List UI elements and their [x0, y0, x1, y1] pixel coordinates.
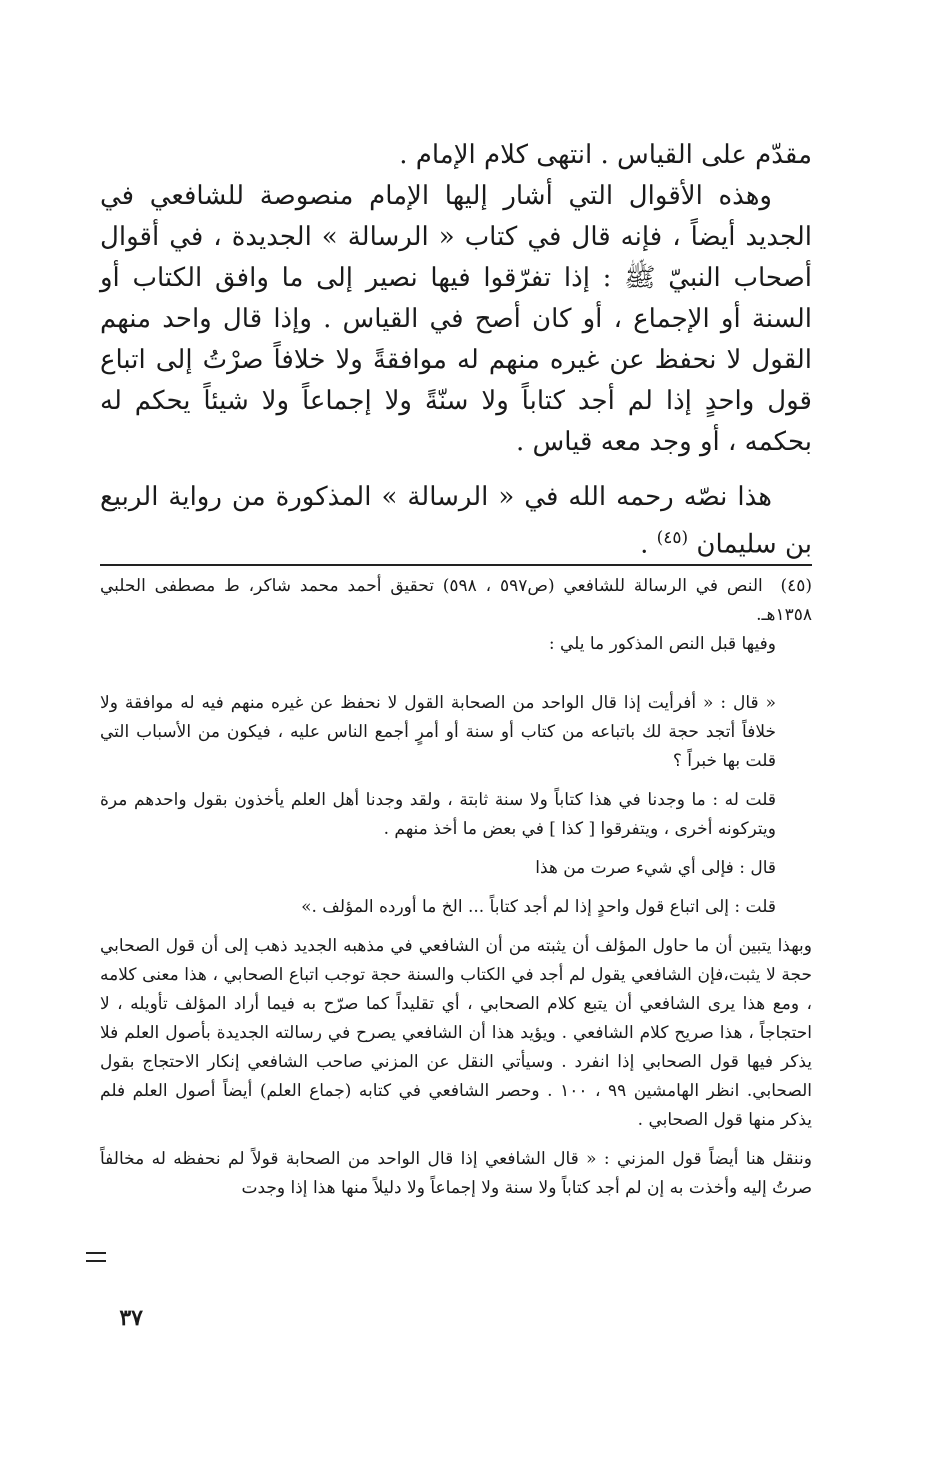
footnote-divider	[100, 564, 812, 566]
main-paragraph-1: مقدّم على القياس . انتهى كلام الإمام .	[399, 140, 812, 170]
page-number: ٣٧	[119, 1305, 143, 1331]
footnote-commentary-1: وبهذا يتبين أن ما حاول المؤلف أن يثبته من أن الشافعي في مذهبه الجديد ذهب إلى أن قول الصحابي حجة لا يثبت،فإن الشافعي يقول لم أجد في الكتاب والسنة حجة توجب اتباع الصحابي ، هذا معنى كلامه ، ومع هذا يرى الشافعي أن يتبع كلام الصحابي ، أي تقليداً كما صرّح به فيما أراد المؤلف تأويله ، لا احتجاجاً ، هذا صريح كلام الشافعي . ويؤيد هذا أن الشافعي يصرح في رسالته الجديدة بأصول العلم فلا يذكر فيها قول الصحابي إذا انفرد . وسيأتي النقل عن المزني صاحب الشافعي إنكار الاحتجاج بقول الصحابي. انظر الهامشين ٩٩ ، ١٠٠ . وحصر الشافعي في كتابه (جماع العلم) أيضاً أصول العلم فلم يذكر منها قول الصحابي .	[100, 936, 812, 1130]
main-text-block	[100, 135, 812, 566]
footnotes-block	[100, 572, 812, 1203]
main-paragraph-3	[100, 477, 812, 566]
footnote-quote-1: « قال : « أفرأيت إذا قال الواحد من الصحابة القول لا نحفظ عن غيره منهم فيه له موافقة ولا خلافاً أتجد حجة لك باتباعه من كتاب أو سنة أو أمرٍ أجمع الناس عليه ، فيكون من الأسباب التي قلت بها خبراً ؟	[100, 693, 776, 771]
footnote-45-line-2: وفيها قبل النص المذكور ما يلي :	[548, 634, 776, 654]
main-paragraph-3-end: .	[640, 529, 657, 560]
footnote-reference-45: (٤٥)	[656, 528, 689, 548]
footnote-quote-4: قلت : إلى اتباع قول واحدٍ إذا لم أجد كتاباً ... الخ ما أورده المؤلف .»	[301, 897, 776, 917]
footnote-45-source: النص في الرسالة للشافعي (ص٥٩٧ ، ٥٩٨) تحقيق أحمد محمد شاكر، ط مصطفى الحلبي ١٣٥٨هـ.	[100, 576, 812, 625]
footnote-quote-3: قال : فإلى أي شيء صرت من هذا	[535, 858, 776, 878]
footnote-45-line-1	[100, 572, 812, 630]
footnote-quote-2: قلت له : ما وجدنا في هذا كتاباً ولا سنة ثابتة ، ولقد وجدنا أهل العلم يأخذون بقول واحدهم مرة ويتركونه أخرى ، ويتفرقوا [ كذا ] في بعض ما أخذ منهم .	[100, 790, 776, 839]
footnote-commentary-2: وننقل هنا أيضاً قول المزني : « قال الشافعي إذا قال الواحد من الصحابة قولاً لم نحفظه له مخالفاً صرتُ إليه وأخذت به إن لم أجد كتاباً ولا سنة ولا إجماعاً ولا دليلاً منها هذا إذا وجدت	[100, 1149, 812, 1198]
main-paragraph-2: وهذه الأقوال التي أشار إليها الإمام منصوصة للشافعي في الجديد أيضاً ، فإنه قال في كتاب « الرسالة » الجديدة ، في أقوال أصحاب النبيّ ﷺ : إذا تفرّقوا فيها نصير إلى ما وافق الكتاب أو السنة أو الإجماع ، أو كان أصح في القياس . وإذا قال واحد منهم القول لا نحفظ عن غيره منهم له موافقةً ولا خلافاً صرْتُ إلى اتباع قول واحدٍ إذا لم أجد كتاباً ولا سنّةً ولا إجماعاً ولا شيئاً يحكم له بحكمه ، أو وجد معه قياس .	[100, 181, 812, 457]
main-paragraph-3-text: هذا نصّه رحمه الله في « الرسالة » المذكورة من رواية الربيع بن سليمان	[100, 482, 812, 560]
footnote-continuation-mark	[86, 1252, 106, 1262]
footnote-number: (٤٥)	[780, 576, 812, 596]
